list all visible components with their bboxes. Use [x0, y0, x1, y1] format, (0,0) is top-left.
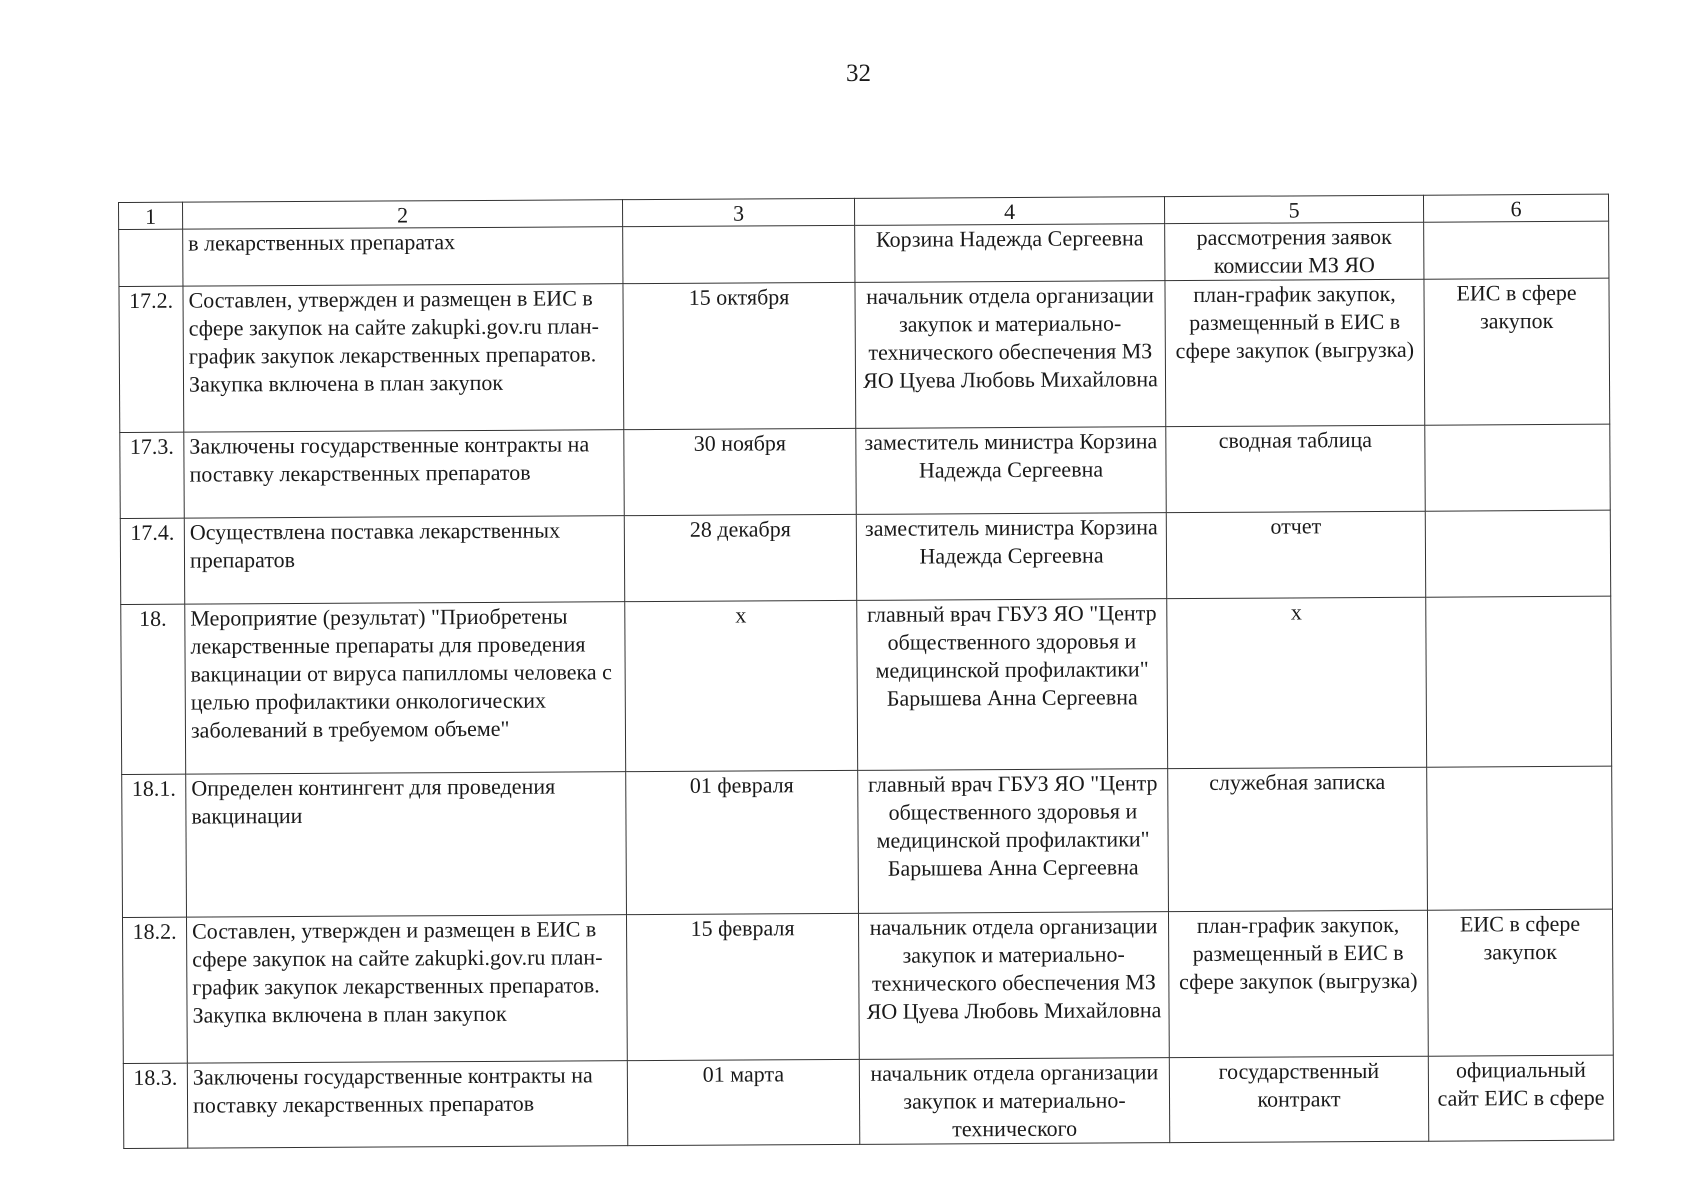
date-cell: 28 декабря: [624, 514, 856, 601]
event-cell: Определен контингент для проведения вакцинации: [186, 772, 627, 917]
header-cell: 4: [854, 197, 1164, 226]
document-cell: рассмотрения заявок комиссии МЗ ЯО: [1165, 222, 1424, 280]
responsible-cell: главный врач ГБУЗ ЯО "Центр общественного здоровья и медицинской профилактики" Барышева Анна Сергеевна: [858, 769, 1169, 914]
table-row: [119, 278, 1610, 432]
page-number: 32: [846, 60, 871, 87]
system-cell: [1427, 766, 1613, 910]
date-cell: [623, 225, 855, 283]
event-cell: Заключены государственные контракты на поставку лекарственных препаратов: [184, 430, 624, 518]
responsible-cell: Корзина Надежда Сергеевна: [855, 224, 1165, 283]
row-number-cell: 17.2.: [119, 286, 184, 432]
row-number-cell: 18.2.: [122, 917, 187, 1063]
system-cell: [1426, 596, 1612, 767]
responsible-cell: главный врач ГБУЗ ЯО "Центр общественного здоровья и медицинской профилактики" Барышева Анна Сергеевна: [857, 599, 1168, 771]
system-cell: [1424, 221, 1609, 279]
row-number-cell: 18.1.: [122, 774, 187, 917]
responsible-cell: начальник отдела организации закупок и материально-технического обеспечения МЗ ЯО Цуева Любовь Михайловна: [855, 281, 1166, 429]
responsible-cell: заместитель министра Корзина Надежда Сергеевна: [856, 513, 1166, 601]
table-row: [122, 766, 1613, 917]
event-cell: Составлен, утвержден и размещен в ЕИС в сфере закупок на сайте zakupki.gov.ru план-график закупок лекарственных препаратов. Закупка включена в план закупок: [186, 915, 627, 1063]
date-cell: 30 ноября: [624, 428, 856, 515]
document-cell: отчет: [1166, 511, 1425, 598]
header-cell: 2: [183, 200, 623, 229]
event-cell: Мероприятие (результат) "Приобретены лекарственные препараты для проведения вакцинации от вируса папилломы человека с целью профилактики онкологических заболеваний в требуемом объеме": [185, 602, 626, 774]
document-cell: служебная записка: [1168, 767, 1428, 911]
date-cell: 15 февраля: [626, 913, 859, 1060]
table-row: [120, 510, 1610, 604]
row-number-cell: 18.3.: [123, 1063, 187, 1148]
row-number-cell: [119, 229, 183, 286]
system-cell: ЕИС в сфере закупок: [1427, 909, 1613, 1056]
event-cell: Составлен, утвержден и размещен в ЕИС в сфере закупок на сайте zakupki.gov.ru план-график закупок лекарственных препаратов. Закупка включена в план закупок: [183, 284, 624, 432]
plan-table: [118, 194, 1614, 1149]
document-cell: план-график закупок, размещенный в ЕИС в сфере закупок (выгрузка): [1165, 279, 1425, 426]
table-row: [121, 596, 1612, 774]
header-cell: 6: [1423, 194, 1608, 222]
responsible-cell: заместитель министра Корзина Надежда Сергеевна: [856, 427, 1166, 515]
date-cell: 01 февраля: [626, 770, 859, 914]
table-row: [119, 221, 1609, 286]
row-number-cell: 17.4.: [120, 518, 184, 604]
date-cell: 15 октября: [623, 282, 856, 429]
document-cell: х: [1167, 597, 1427, 768]
header-cell: 1: [119, 202, 183, 229]
document-cell: план-график закупок, размещенный в ЕИС в сфере закупок (выгрузка): [1168, 910, 1428, 1057]
document-cell: сводная таблица: [1166, 425, 1425, 512]
header-cell: 3: [622, 198, 854, 226]
system-cell: [1425, 510, 1610, 597]
event-cell: Осуществлена поставка лекарственных препаратов: [184, 516, 624, 604]
table-row: [120, 424, 1610, 518]
row-number-cell: 17.3.: [120, 432, 184, 518]
plan-table-container: [118, 194, 1613, 1149]
table-row: [123, 1055, 1613, 1148]
row-number-cell: 18.: [121, 604, 186, 774]
responsible-cell: начальник отдела организации закупок и материально-технического обеспечения МЗ ЯО Цуева Любовь Михайловна: [858, 912, 1169, 1060]
system-cell: ЕИС в сфере закупок: [1424, 278, 1610, 425]
responsible-cell: начальник отдела организации закупок и материально-технического: [859, 1058, 1169, 1145]
event-cell: Заключены государственные контракты на поставку лекарственных препаратов: [187, 1061, 627, 1148]
table-row: [122, 909, 1613, 1063]
event-cell: в лекарственных препаратах: [183, 227, 623, 286]
header-cell: 5: [1164, 195, 1423, 223]
date-cell: х: [625, 600, 858, 771]
date-cell: 01 марта: [627, 1059, 859, 1145]
document-cell: государственный контракт: [1169, 1056, 1428, 1142]
system-cell: [1425, 424, 1610, 511]
system-cell: официальный сайт ЕИС в сфере: [1428, 1055, 1613, 1141]
